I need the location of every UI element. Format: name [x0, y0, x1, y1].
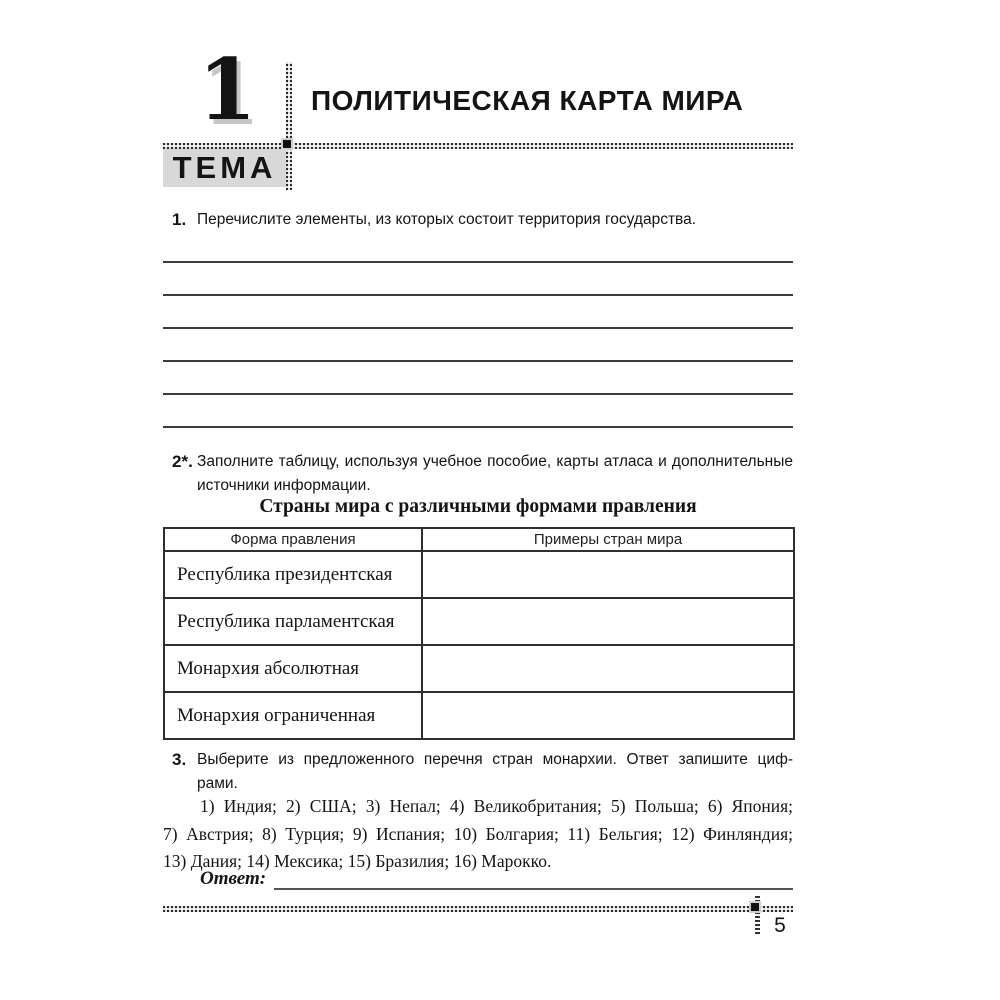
writing-line	[163, 329, 793, 362]
chapter-title: ПОЛИТИЧЕСКАЯ КАРТА МИРА	[311, 85, 744, 116]
task-3-country-options	[163, 793, 793, 876]
form-cell: Республика парламентская	[164, 598, 422, 645]
table-header-row	[164, 528, 794, 551]
writing-line	[163, 296, 793, 329]
task-1	[163, 208, 793, 232]
answer-label: Ответ:	[200, 868, 267, 889]
examples-cell	[422, 551, 794, 598]
options-line: 13) Дания; 14) Мексика; 15) Бразилия; 16) Марокко.	[163, 851, 552, 871]
column-header-form: Форма правления	[164, 528, 422, 551]
footer-rule-square-icon	[749, 901, 761, 913]
options-line: 7) Австрия; 8) Турция; 9) Испания; 10) Болгария; 11) Бельгия; 12) Финляндия;	[163, 823, 793, 844]
task-3	[163, 748, 793, 796]
table-row	[164, 645, 794, 692]
options-line: 1) Индия; 2) США; 3) Непал; 4) Великобритания; 5) Польша; 6) Япония;	[200, 796, 793, 816]
writing-line	[163, 395, 793, 428]
examples-cell	[422, 598, 794, 645]
task-2-number: 2*.	[172, 452, 193, 471]
task-2-text-line-2: источники информации.	[197, 477, 371, 494]
answer-blank-line	[274, 869, 793, 890]
task-2-text-line-1: Заполните таблицу, используя учебное пособие, карты атласа и дополнительные	[197, 453, 793, 470]
examples-cell	[422, 645, 794, 692]
chapter-number: 1	[198, 40, 257, 139]
task-1-number: 1.	[172, 210, 187, 229]
task-3-answer-row	[163, 866, 793, 890]
table-row	[164, 598, 794, 645]
tema-label: ТЕМА	[172, 150, 277, 185]
table-row	[164, 692, 794, 739]
form-cell: Монархия ограниченная	[164, 692, 422, 739]
table-title: Страны мира с различными формами правления	[259, 496, 697, 517]
task-1-text: Перечислите элементы, из которых состоит территория государства.	[197, 211, 697, 228]
task-3-text-line-1: Выберите из предложенного перечня стран монархии. Ответ запишите циф-	[197, 751, 793, 768]
task-3-number: 3.	[172, 750, 187, 769]
writing-line	[163, 263, 793, 296]
writing-line	[163, 362, 793, 395]
form-cell: Республика президентская	[164, 551, 422, 598]
task-3-text-line-2: рами.	[197, 775, 238, 792]
form-cell: Монархия абсолютная	[164, 645, 422, 692]
task-2	[163, 450, 793, 498]
examples-cell	[422, 692, 794, 739]
table-row	[164, 551, 794, 598]
task-1-answer-lines	[163, 230, 793, 428]
header-vertical-rule	[286, 62, 292, 190]
government-forms-table	[163, 527, 795, 740]
footer-horizontal-rule	[163, 906, 793, 912]
page-number: 5	[774, 914, 786, 937]
writing-line	[163, 230, 793, 263]
tema-label-box	[163, 149, 286, 187]
column-header-examples: Примеры стран мира	[422, 528, 794, 551]
